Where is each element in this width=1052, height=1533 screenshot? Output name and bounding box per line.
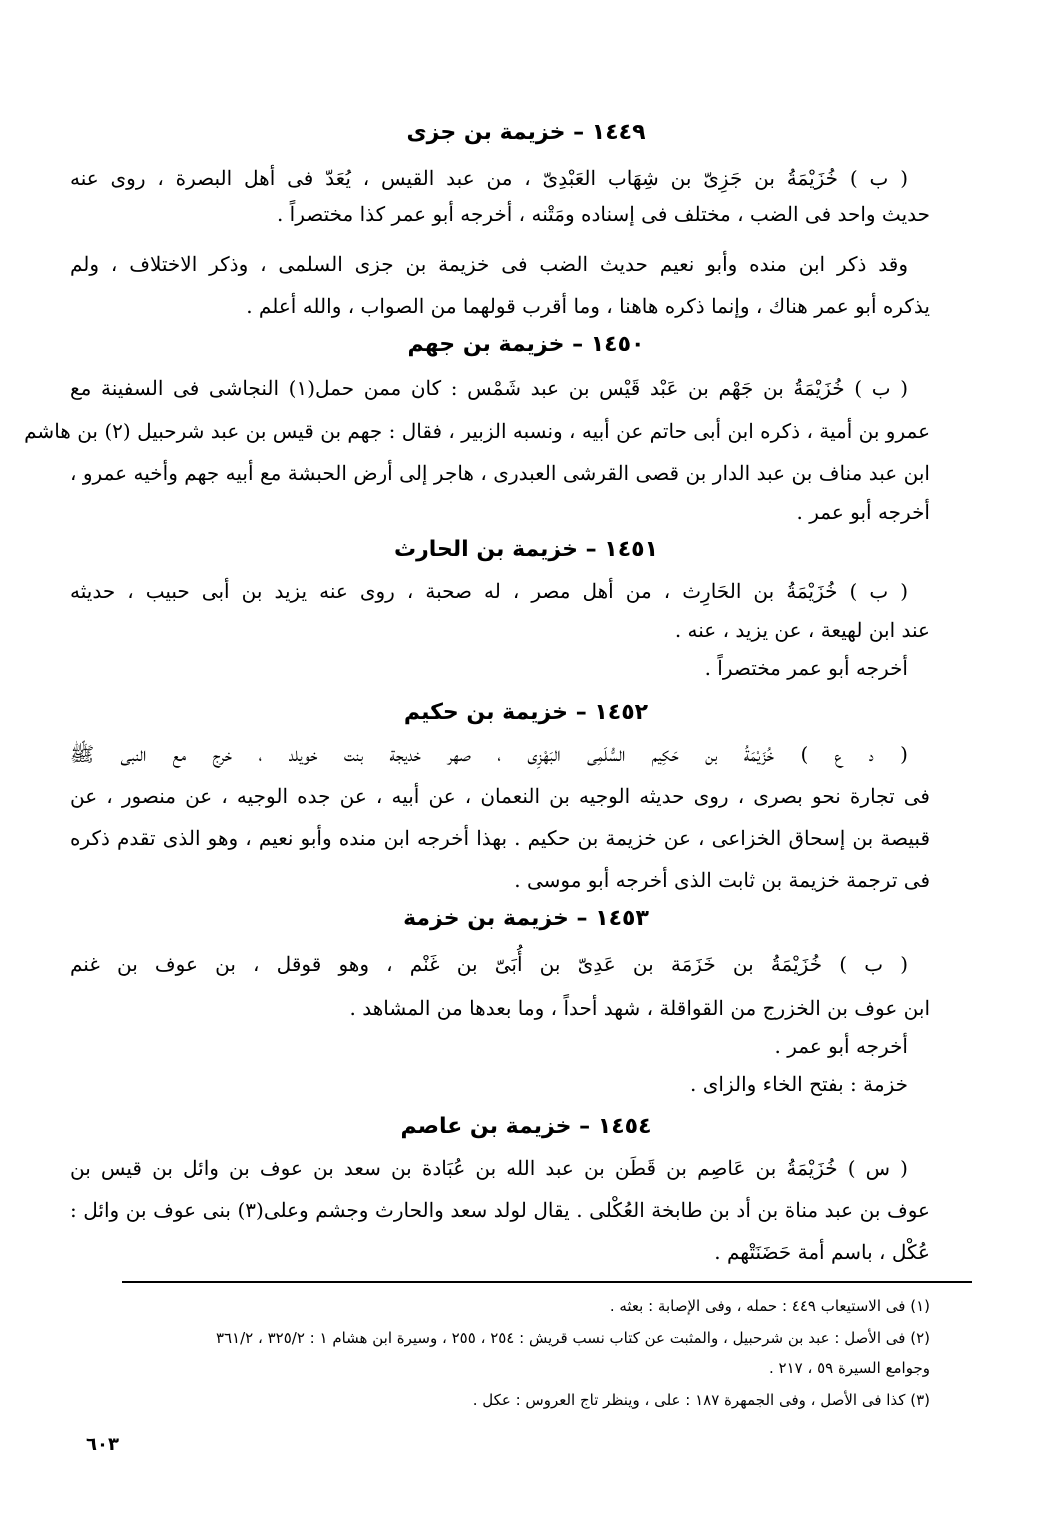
entry-text-line: ( ب ) خُزَيْمَةُ بن جَهْم بن عَبْد قَيْس بن عبد شَمْس : كان ممن حمل(١) النجاشى فى السفينة مع	[70, 376, 908, 400]
entry-text-line: ( س ) خُزَيْمَةُ بن عَاصِم بن قَطَن بن عبد الله بن عُبَادة بن سعد بن عوف بن وائل بن قيس بن	[70, 1156, 908, 1180]
entry-text-line: أخرجه أبو عمر .	[796, 500, 930, 524]
entry-heading: ١٤٥٤ – خزيمة بن عاصم	[400, 1114, 652, 1139]
entry-heading: ١٤٤٩ – خزيمة بن جزى	[406, 120, 646, 145]
entry-text-line: ( د ع ) خُزَيْمَةُ بن حَكِيم السُّلَمِى البَهْزِى ، صهر خديجة بنت خويلد ، خرج مع النبى ﷺ	[70, 742, 908, 766]
entry-text-line: حديث واحد فى الضب ، مختلف فى إسناده ومَتْنه ، أخرجه أبو عمر كذا مختصراً .	[276, 202, 930, 226]
entry-text-line: عند ابن لهيعة ، عن يزيد ، عنه .	[674, 618, 930, 642]
entry-heading: ١٤٥٣ – خزيمة بن خزمة	[403, 906, 649, 931]
entry-text-line: أخرجه أبو عمر .	[774, 1034, 908, 1058]
entry-text-line: يذكره أبو عمر هناك ، وإنما ذكره هاهنا ، وما أقرب قولهما من الصواب ، والله أعلم .	[246, 294, 930, 318]
entry-heading: ١٤٥٠ – خزيمة بن جهم	[407, 332, 645, 357]
entry-text-line: قبيصة بن إسحاق الخزاعى ، عن خزيمة بن حكيم . بهذا أخرجه ابن منده وأبو نعيم ، وهو الذى تقدم ذكره	[70, 826, 930, 850]
entry-text-line: فى ترجمة خزيمة بن ثابت الذى أخرجه أبو موسى .	[514, 868, 930, 892]
entry-heading: ١٤٥١ – خزيمة بن الحارث	[394, 537, 658, 562]
entry-text-line: عوف بن عبد مناة بن أد بن طابخة العُكْلى . يقال لولد سعد والحارث وجشم وعلى(٣) بنى عوف بن وائل :	[70, 1198, 930, 1222]
entry-text-line: ( ب ) خُزَيْمَةُ بن خَزَمَة بن عَدِىّ بن أُبَىّ بن غَنْم ، وهو قوقل ، بن عوف بن غنم	[70, 952, 908, 976]
entry-text-line: ابن عوف بن الخزرج من القواقلة ، شهد أحداً ، وما بعدها من المشاهد .	[349, 996, 930, 1020]
entry-text-line: ( ب ) خُزَيْمَةُ بن جَزِىّ بن شِهَاب العَبْدِىّ ، من عبد القيس ، يُعَدّ فى أهل البصرة ، روى عنه	[70, 166, 908, 190]
entry-text-line: أخرجه أبو عمر مختصراً .	[704, 656, 908, 680]
footnote: (٢) فى الأصل : عبد بن شرحبيل ، والمثبت عن كتاب نسب قريش : ٢٥٤ ، ٢٥٥ ، وسيرة ابن هشام ١ : ٣٢٥/٢ ، ٣٦١/٢	[215, 1329, 930, 1347]
footnote: (٣) كذا فى الأصل ، وفى الجمهرة ١٨٧ : على ، وينظر تاج العروس : عكل .	[472, 1391, 930, 1409]
footnote-divider	[122, 1281, 972, 1283]
footnote: وجوامع السيرة ٥٩ ، ٢١٧ .	[768, 1359, 930, 1377]
entry-text-line: فى تجارة نحو بصرى ، روى حديثه الوجيه بن النعمان ، عن أبيه ، عن جده الوجيه ، عن منصور ، عن	[70, 784, 930, 808]
entry-text-line: وقد ذكر ابن منده وأبو نعيم حديث الضب فى خزيمة بن جزى السلمى ، وذكر الاختلاف ، ولم	[70, 252, 908, 276]
entry-text-line: خزمة : بفتح الخاء والزاى .	[690, 1072, 908, 1096]
entry-heading: ١٤٥٢ – خزيمة بن حكيم	[403, 700, 649, 725]
footnote: (١) فى الاستيعاب ٤٤٩ : حمله ، وفى الإصابة : بعثه .	[609, 1297, 930, 1315]
entry-text-line: ( ب ) خُزَيْمَةُ بن الحَارِث ، من أهل مصر ، له صحبة ، روى عنه يزيد بن أبى حبيب ، حديثه	[70, 579, 908, 603]
entry-text-line: عمرو بن أمية ، ذكره ابن أبى حاتم عن أبيه ، ونسبه الزبير ، فقال : جهم بن قيس بن عبد شرحبيل (٢) بن هاشم	[24, 419, 930, 443]
entry-text-line: ابن عبد مناف بن عبد الدار بن قصى القرشى العبدرى ، هاجر إلى أرض الحبشة مع أبيه جهم وأخيه عمرو ،	[70, 461, 930, 485]
entry-text-line: عُكْل ، باسم أمة حَضَنَتْهم .	[714, 1240, 930, 1264]
page-number: ٦٠٣	[86, 1434, 119, 1455]
